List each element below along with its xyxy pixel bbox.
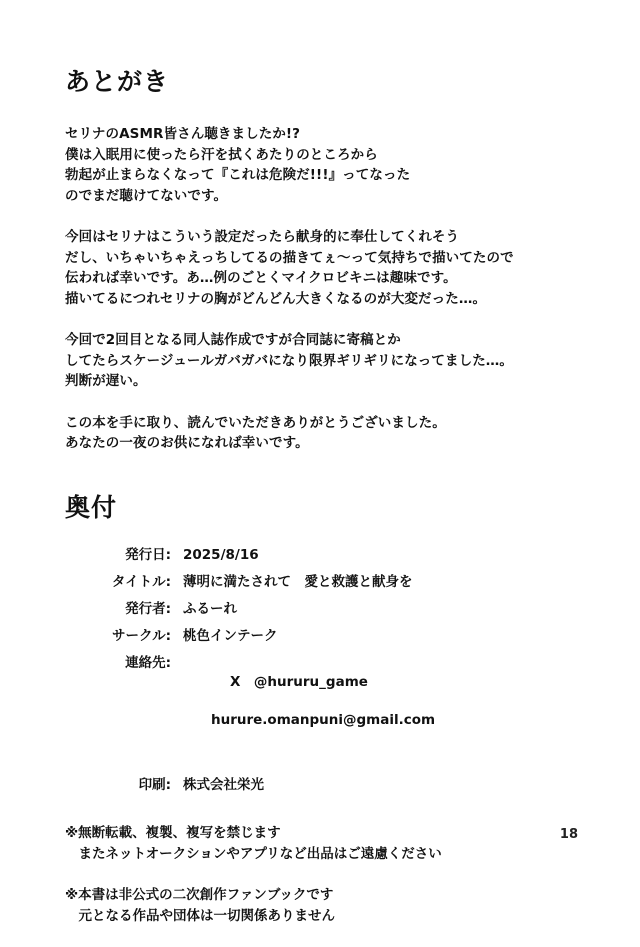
colophon-value: 薄明に満たされて 愛と救護と献身を xyxy=(183,573,413,590)
text-line: 元となる作品や団体は一切関係ありません xyxy=(65,907,335,924)
afterword-heading: あとがき xyxy=(65,67,170,96)
notices-block xyxy=(65,823,585,927)
text-line: 描いてるにつれセリナの胸がどんどん大きくなるのが大変だった…。 xyxy=(65,290,487,307)
text-line: 僕は入眠用に使ったら汗を拭くあたりのところから xyxy=(65,146,378,163)
colophon-label: 発行日: xyxy=(125,546,171,563)
page-number: 18 xyxy=(559,827,578,842)
colophon-row xyxy=(65,546,585,565)
afterword-paragraph-4 xyxy=(65,413,585,454)
page-content xyxy=(65,62,585,947)
text-line: 伝われば幸いです。あ…例のごとくマイクロビキニは趣味です。 xyxy=(65,270,457,286)
text-line: 今回はセリナはこういう設定だったら献身的に奉仕してくれそう xyxy=(65,229,460,245)
colophon-row xyxy=(65,776,585,795)
colophon-row-contact xyxy=(65,654,585,768)
colophon-value xyxy=(183,654,435,768)
text-line: ※本書は非公式の二次創作ファンブックです xyxy=(65,886,334,903)
text-line: またネットオークションやアプリなど出品はご遠慮ください xyxy=(65,845,442,862)
text-line: 今回で2回目となる同人誌作成ですが合同誌に寄稿とか xyxy=(65,332,401,348)
afterword-paragraph-3 xyxy=(65,330,585,392)
colophon-row xyxy=(65,600,585,619)
colophon-heading: 奥付 xyxy=(65,492,118,522)
text-line: 判断が遅い。 xyxy=(65,373,147,389)
colophon-value: 桃色インテーク xyxy=(183,627,278,644)
afterword-paragraph-2 xyxy=(65,227,585,309)
text-line: セリナのASMR皆さん聴きましたか!? xyxy=(65,126,301,142)
text-line: あなたの一夜のお供になれば幸いです。 xyxy=(65,435,309,451)
colophon-row xyxy=(65,627,585,646)
text-line: 勃起が止まらなくなって『これは危険だ!!!』ってなった xyxy=(65,167,411,183)
colophon-label: 連絡先: xyxy=(125,654,171,671)
contact-email: hurure.omanpuni@gmail.com xyxy=(211,711,436,728)
colophon-value: ふるーれ xyxy=(183,600,237,617)
colophon-label: 印刷: xyxy=(138,776,171,793)
text-line: ※無断転載、複製、複写を禁じます xyxy=(65,824,281,841)
text-line: この本を手に取り、読んでいただきありがとうございました。 xyxy=(65,414,446,431)
colophon-label: タイトル: xyxy=(111,573,171,590)
colophon-value: 2025/8/16 xyxy=(183,546,259,563)
afterword-paragraph-1 xyxy=(65,124,585,206)
colophon-label: 発行者: xyxy=(125,600,171,617)
contact-handle: X @hururu_game xyxy=(230,673,368,690)
colophon-table xyxy=(65,546,585,795)
text-line: してたらスケージュールガバガバになり限界ギリギリになってました…。 xyxy=(65,352,513,369)
notice-copyright xyxy=(65,823,585,865)
notice-disclaimer xyxy=(65,885,585,927)
colophon-label: サークル: xyxy=(112,627,171,644)
colophon-value: 株式会社栄光 xyxy=(183,776,264,793)
colophon-row xyxy=(65,573,585,592)
text-line: だし、いちゃいちゃえっちしてるの描きてぇ〜って気持ちで描いてたので xyxy=(65,249,514,266)
text-line: のでまだ聴けてないです。 xyxy=(65,187,228,204)
